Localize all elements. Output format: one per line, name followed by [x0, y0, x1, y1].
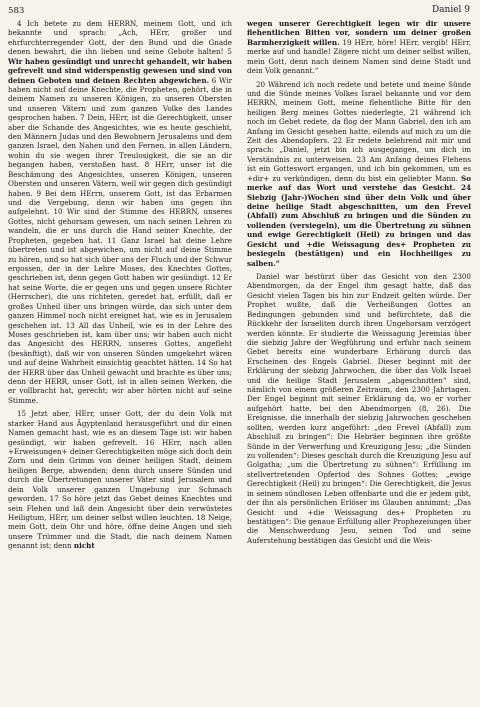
text-segment: 4 Ich betete zu dem HERRN, meinem Gott, und ich bekannte und sprach: „Ach, HErr, großer und ehrfurchterregender Gott, der den Bund und die Gnade denen bewahrt, die ihn lieben und seine Gebote halten! 5 — [8, 19, 232, 57]
left-column — [8, 19, 232, 551]
page-number: 583 — [8, 6, 25, 16]
emphasized-text: So merke auf das Wort und verstehe das Gesicht. 24 Siebzig (Jahr-)Wochen sind über dein Volk und über deine heilige Stadt abgeschnitten, um den Frevel (Abfall) zum Abschluß zu bringen und die Sünden zu vollenden (versiegeln), um die Übertretung zu sühnen und ewige Gerechtigkeit (Heil) zu bringen und das Gesicht und +die Weissagung des+ Propheten zu besiegeln (bestätigen) und ein Hochheiliges zu salben.“ — [247, 173, 471, 268]
paragraph — [247, 80, 471, 268]
text-segment: 19 HErr, höre! HErr, vergib! HErr, merke auf und handle! Zögere nicht um deiner selbst willen, mein Gott, denn nach deinem Namen sind deine Stadt und dein Volk genannt.“ — [247, 37, 471, 76]
paragraph — [8, 19, 232, 405]
text-segment: 15 Jetzt aber, HErr, unser Gott, der du dein Volk mit starker Hand aus Ägyptenland herausgeführt und dir einen Namen gemacht hast, wie es an diesem Tage ist: wir haben gesündigt, wir haben gefrevelt. 16 HErr, nach allen +Erweisungen+ deiner Gerechtigkeiten möge sich doch dein Zorn und dein Grimm von deiner heiligen Stadt, deinem heiligen Berge, abwenden; denn durch unsere Sünden und durch die Übertretungen unserer Väter sind Jerusalem und dein Volk unserer ganzen Umgebung zur Schmach geworden. 17 So höre jetzt das Gebet deines Knechtes und sein Flehen und laß dein Angesicht über dein verwüstetes Heiligtum, HErr, um deiner selbst willen leuchten. 18 Neige, mein Gott, dein Ohr und höre, öffne deine Augen und sieh unsere Trümmer und die Stadt, die nach deinem Namen genannt ist; denn — [8, 409, 232, 551]
text-segment: 20 Während ich noch redete und betete und meine Sünde und die Sünde meines Volkes Israel bekannte und vor dem HERRN, meinem Gott, meine flehentliche Bitte für den heiligen Berg meines Gottes niederlegte, 21 während ich noch im Gebet redete, da flog der Mann Gabriel, den ich am Anfang im Gesicht gesehen hatte, eilends auf mich zu um die Zeit des Abendopfers. 22 Er redete belehrend mit mir und sprach: „Daniel, jetzt bin ich ausgegangen, um dich im Verständnis zu unterweisen. 23 Am Anfang deines Flehens ist ein Gotteswort ergangen, und ich bin gekommen, um es +dir+ zu verkündigen, denn du bist ein geliebter Mann. — [247, 79, 471, 183]
emphasized-text: nicht — [73, 541, 95, 551]
chapter-heading: Daniel 9 — [431, 5, 470, 15]
paragraph — [247, 19, 471, 76]
right-column — [247, 19, 471, 545]
emphasized-text: Wir haben gesündigt und unrecht gehandelt, wir haben gefrevelt und sind widerspenstig gewesen und sind von deinen Geboten und deinen Rechten abgewichen. — [8, 56, 232, 85]
paragraph — [8, 409, 232, 550]
text-segment: 6 Wir haben nicht auf deine Knechte, die Propheten, gehört, die in deinem Namen zu unseren Königen, zu unseren Obersten und unseren Vätern und zum ganzen Volke des Landes gesprochen haben. 7 Dein, HErr, ist die Gerechtigkeit, unser aber die Schande des Angesichtes, wie es heute geschieht, den Männern Judas und den Bewohnern Jerusalems und dem ganzen Israel, den Nahen und den Fernen, in allen Ländern, wohin du sie wegen ihrer Treulosigkeit, die sie an dir begangen haben, verstoßen hast. 8 HErr, unser ist die Beschämung des Angesichtes, unseren Königen, unseren Obersten und unseren Vätern, weil wir gegen dich gesündigt haben. 9 Bei dem HErrn, unserem Gott, ist das Erbarmen und die Vergebung, denn wir haben uns gegen ihn aufgelehnt. 10 Wir sind der Stimme des HERRN, unseres Gottes, nicht gehorsam gewesen, um nach seinen Lehren zu wandeln, die er uns durch die Hand seiner Knechte, der Propheten, gegeben hat. 11 Ganz Israel hat deine Lehre übertreten und ist abgewichen, um nicht auf deine Stimme zu hören, und so hat sich über uns der Fluch und der Schwur ergossen, der in der Lehre Moses, des Knechtes Gottes, geschrieben ist, denn gegen Gott haben wir gesündigt. 12 Er hat seine Worte, die er gegen uns und gegen unsere Richter (Herrscher), die uns richteten, geredet hat, erfüllt, daß er großes Unheil über uns bringen würde, das sich unter dem ganzen Himmel noch nicht ereignet hat, wie es in Jerusalem geschehen ist. 13 All das Unheil, wie es in der Lehre des Moses geschrieben ist, kam über uns; wir haben auch nicht das Angesicht des HERRN, unseres Gottes, angefleht (besänftigt), daß wir von unseren Sünden umgekehrt wären und auf deine Wahrheit einsichtig geachtet hätten. 14 So hat der HERR über das Unheil gewacht und brachte es über uns; denn der HERR, unser Gott, ist in allen seinen Werken, die er vollbracht hat, gerecht; wir aber hörten nicht auf seine Stimme. — [8, 75, 232, 405]
emphasized-text: wegen unserer Gerechtigkeit legen wir dir unsere flehentlichen Bitten vor, sondern um deiner großen Barmherzigkeit willen. — [247, 19, 471, 47]
paragraph — [247, 272, 471, 545]
text-segment: Daniel war bestürzt über das Gesicht von den 2300 Abendmorgen, da der Engel ihm gesagt hatte, daß das Gesicht vielen Tagen bis hin zur Endzeit gelten würde. Der Prophet wußte, daß die Verheißungen Gottes an Bedingungen gebunden sind und befürchtete, daß die Rückkehr der Israeliten durch ihren Ungehorsam verzögert werden könnte. Er studierte die Weissagung Jeremias über die siebzig Jahre der Wegführung und erfuhr nach seinem Gebet bereits eine wunderbare Erhörung durch das Erscheinen des Engels Gabriel. Dieser beginnt mit der Erklärung der siebzig Jahrwochen, die über das Volk Israel und die heilige Stadt Jerusalem „abgeschnitten“ sind, nämlich von einem größeren Zeitraum, den 2300 Jahrtagen. Der Engel beginnt mit seiner Erklärung da, wo er vorher aufgehört hatte, bei den Abendmorgen (8, 26). Die Ereignisse, die innerhalb der siebzig Jahrwochen geschehen sollten, werden kurz angeführt: „den Frevel (Abfall) zum Abschluß zu bringen“: Die Hebräer beginnen ihre größte Sünde in der Verwerfung und Kreuzigung Jesu; „die Sünden zu vollenden“: Dieses geschah durch die Kreuzigung Jesu auf Golgatha; „um die Übertretung zu sühnen“: Erfüllung im stellvertretenden Opfertod des Sohnes Gottes; „ewige Gerechtigkeit (Heil) zu bringen“: Die Gerechtigkeit, die Jesus in seinem sündlosen Leben offenbarte und die er jedem gibt, der ihn als persönlichen Erlöser im Glauben annimmt; „Das Gesicht und +die Weissagung des+ Propheten zu bestätigen“: Die genaue Erfüllung aller Prophezeiungen über die Menschwerdung Jesu, seinen Tod und seine Auferstehung bestätigen das Gesicht und die Weis- — [247, 271, 471, 545]
